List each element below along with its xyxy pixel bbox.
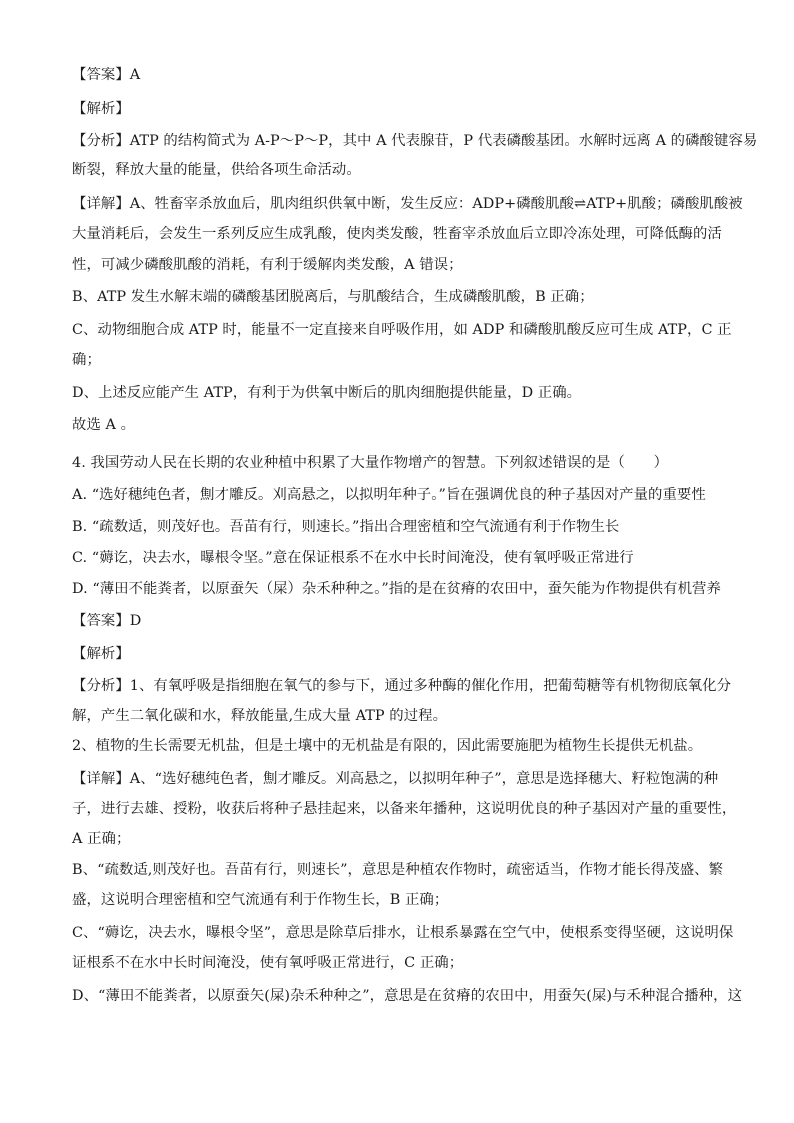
detail-text-1c: 性，可减少磷酸肌酸的消耗，有利于缓解肉类发酸，A 错误； <box>72 257 463 273</box>
question-4-option-c: C. “薅讫，决去水，曝根令坚。”意在保证根系不在水中长时间淹没，使有氧呼吸正常进行 <box>72 550 634 566</box>
analysis-text-2c: 2、植物的生长需要无机盐，但是土壤中的无机盐是有限的，因此需要施肥为植物生长提供无机盐。 <box>72 738 703 754</box>
detail-d-1: D、上述反应能产生 ATP，有利于为供氧中断后的肌肉细胞提供能量，D 正确。 <box>72 385 582 401</box>
analysis-text-2b: 解，产生二氧化碳和水，释放能量,生成大量 ATP 的过程。 <box>72 708 448 724</box>
answer-label-1: 【答案】A <box>72 67 141 83</box>
analysis-text-1b: 断裂，释放大量的能量，供给各项生命活动。 <box>72 162 361 178</box>
detail-b-2b: 盛，这说明合理密植和空气流通有利于作物生长，B 正确； <box>72 892 449 908</box>
detail-a-2b: 子，进行去雄、授粉，收获后将种子悬挂起来，以备来年播种，这说明优良的种子基因对产量的重要性， <box>72 801 737 817</box>
detail-text-1b: 大量消耗后，会发生一系列反应生成乳酸，使肉类发酸，牲畜宰杀放血后立即冷冻处理，可降低酶的活 <box>72 226 722 242</box>
detail-c-2b: 证根系不在水中长时间淹没，使有氧呼吸正常进行，C 正确； <box>72 955 464 971</box>
question-4-stem: 4. 我国劳动人民在长期的农业种植中积累了大量作物增产的智慧。下列叙述错误的是（ ） <box>72 455 669 471</box>
detail-a-2c: A 正确； <box>72 831 131 847</box>
detail-c-1a: C、动物细胞合成 ATP 时，能量不一定直接来自呼吸作用，如 ADP 和磷酸肌酸反应可生成 ATP，C 正 <box>72 322 732 338</box>
question-4-option-a: A. “选好穗纯色者，劁才雕反。刈高悬之，以拟明年种子。”旨在强调优良的种子基因对产量的重要性 <box>72 487 706 503</box>
question-4-option-d: D. “薄田不能粪者，以原蚕矢（屎）杂禾种种之。”指的是在贫瘠的农田中，蚕矢能为作物提供有机营养 <box>72 581 721 597</box>
detail-b-2a: B、“疏数适,则茂好也。吾苗有行，则速长”，意思是种植农作物时，疏密适当，作物才能长得茂盛、繁 <box>72 862 724 878</box>
analysis-text-2a: 【分析】1、有氧呼吸是指细胞在氧气的参与下，通过多种酶的催化作用，把葡萄糖等有机物彻底氧化分 <box>72 678 732 694</box>
question-4-option-b: B. “疏数适，则茂好也。吾苗有行，则速长。”指出合理密植和空气流通有利于作物生长 <box>72 519 620 535</box>
detail-b-1: B、ATP 发生水解末端的磷酸基团脱离后，与肌酸结合，生成磷酸肌酸，B 正确； <box>72 289 594 305</box>
detail-c-2a: C、“薅讫，决去水，曝根令坚”，意思是除草后排水，让根系暴露在空气中，使根系变得坚硬，这说明保 <box>72 925 734 941</box>
choose-1: 故选 A 。 <box>72 417 136 433</box>
analysis-label-1: 【解析】 <box>72 101 130 117</box>
detail-a-2a: 【详解】A、“选好穗纯色者，劁才雕反。刈高悬之，以拟明年种子”，意思是选择穗大、籽粒饱满的种 <box>72 771 719 787</box>
detail-c-1b: 确； <box>72 352 101 368</box>
detail-d-2: D、“薄田不能粪者，以原蚕矢(屎)杂禾种种之”，意思是在贫瘠的农田中，用蚕矢(屎)与禾种混合播种，这 <box>72 988 743 1004</box>
analysis-label-2: 【解析】 <box>72 646 130 662</box>
detail-text-1a: 【详解】A、牲畜宰杀放血后，肌肉组织供氧中断，发生反应：ADP+磷酸肌酸⇌ATP+肌酸；磷酸肌酸被 <box>72 196 743 212</box>
answer-label-2: 【答案】D <box>72 613 142 629</box>
analysis-text-1a: 【分析】ATP 的结构简式为 A-P～P～P，其中 A 代表腺苷，P 代表磷酸基团。水解时远离 A 的磷酸键容易 <box>72 133 758 149</box>
